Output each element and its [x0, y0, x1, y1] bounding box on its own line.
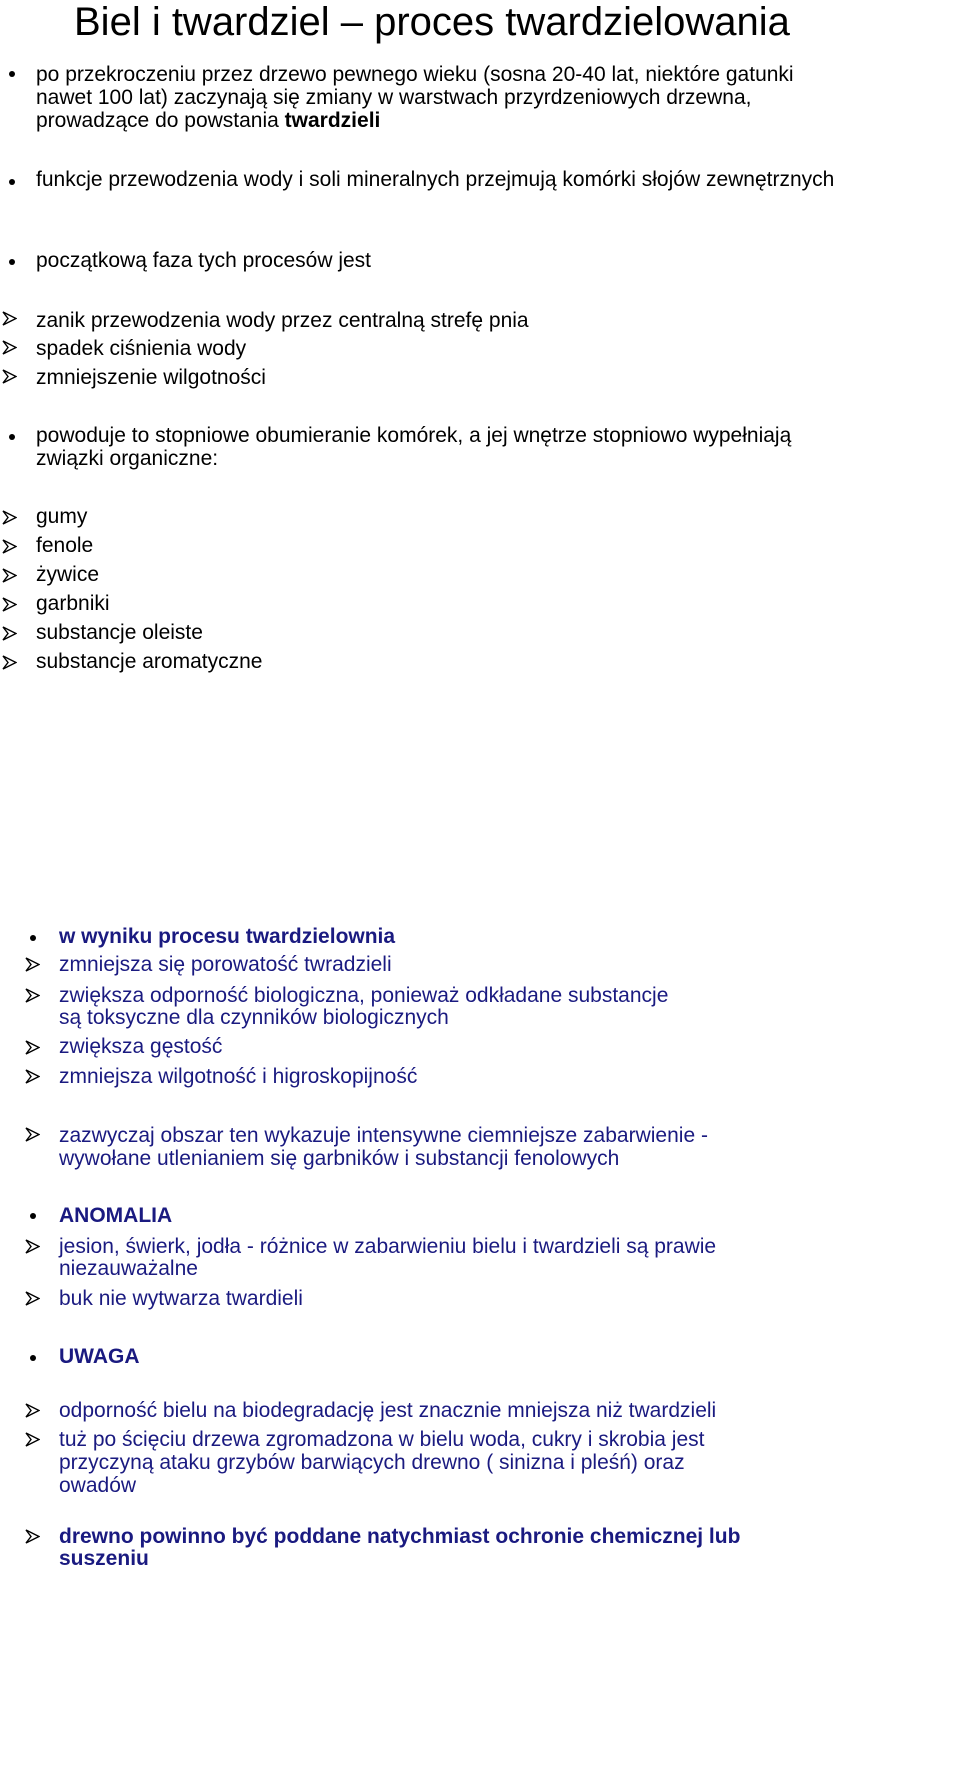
list-item-anomaly: buk nie wytwarza twardieli	[59, 1287, 303, 1310]
list-item-note-line3: owadów	[59, 1474, 137, 1497]
list-item-conduction-loss: zanik przewodzenia wody przez centralną strefę pnia	[36, 309, 529, 332]
paragraph-text: po przekroczeniu przez drzewo pewnego wieku (sosna 20-40 lat, niektóre gatunki nawet 100 lat) zaczynają się zmiany w warstwach przyrdzeniowych drzewna, prowadzące do powstania	[36, 63, 794, 132]
section-heading-uwaga: UWAGA	[59, 1345, 140, 1368]
arrowhead-bullet-icon	[25, 957, 40, 972]
paragraph-initial-phase: początkową faza tych procesów jest	[36, 249, 371, 272]
arrowhead-bullet-icon	[2, 539, 17, 554]
list-item-effect: zwiększa gęstość	[59, 1035, 223, 1058]
dot-bullet-icon	[9, 259, 15, 265]
section-heading-anomalia: ANOMALIA	[59, 1204, 173, 1227]
paragraph-heartwood-onset	[36, 63, 851, 132]
list-item-effect-line2: wywołane utlenianiem się garbników i substancji fenolowych	[59, 1147, 620, 1170]
list-item-anomaly-line1: jesion, świerk, jodła - różnice w zabarwieniu bielu i twardzieli są prawie	[59, 1235, 717, 1258]
arrowhead-bullet-icon	[25, 988, 40, 1003]
arrowhead-bullet-icon	[2, 369, 17, 384]
list-item-note-bold-line2: suszeniu	[59, 1547, 149, 1570]
list-item-compound: żywice	[36, 563, 100, 586]
arrowhead-bullet-icon	[25, 1291, 40, 1306]
list-item-effect-line1: zwiększa odporność biologiczna, ponieważ odkładane substancje	[59, 984, 669, 1007]
dot-bullet-icon	[30, 1355, 36, 1361]
list-item-anomaly-line2: niezauważalne	[59, 1257, 198, 1280]
arrowhead-bullet-icon	[2, 311, 17, 326]
list-item-compound: gumy	[36, 505, 88, 528]
arrowhead-bullet-icon	[2, 568, 17, 583]
paragraph-water-conduction: funkcje przewodzenia wody i soli mineralnych przejmują komórki słojów zewnętrznych	[36, 168, 835, 191]
list-item-effect: zmniejsza wilgotność i higroskopijność	[59, 1065, 418, 1088]
heartwood-term: twardzieli	[284, 109, 381, 132]
list-item-effect: zmniejsza się porowatość twradzieli	[59, 953, 392, 976]
list-item-compound: substancje aromatyczne	[36, 650, 263, 673]
arrowhead-bullet-icon	[25, 1239, 40, 1254]
dot-bullet-icon	[9, 434, 15, 440]
list-item-note: odporność bielu na biodegradację jest znacznie mniejsza niż twardzieli	[59, 1399, 717, 1422]
page-title: Biel i twardziel – proces twardzielowania	[74, 0, 790, 44]
arrowhead-bullet-icon	[25, 1403, 40, 1418]
section-heading-effects: w wyniku procesu twardzielownia	[59, 925, 396, 948]
list-item-moisture-decrease: zmniejszenie wilgotności	[36, 366, 266, 389]
arrowhead-bullet-icon	[2, 626, 17, 641]
dot-bullet-icon	[9, 71, 15, 77]
arrowhead-bullet-icon	[2, 510, 17, 525]
arrowhead-bullet-icon	[25, 1069, 40, 1084]
list-item-compound: substancje oleiste	[36, 621, 203, 644]
paragraph-cell-death: powoduje to stopniowe obumieranie komórek, a jej wnętrze stopniowo wypełniają związki organiczne:	[36, 424, 792, 470]
list-item-note-bold-line1: drewno powinno być poddane natychmiast ochronie chemicznej lub	[59, 1525, 741, 1548]
list-item-note-line2: przyczyną ataku grzybów barwiących drewno ( sinizna i pleśń) oraz	[59, 1451, 685, 1474]
list-item-effect-line2: są toksyczne dla czynników biologicznych	[59, 1006, 449, 1029]
arrowhead-bullet-icon	[25, 1529, 40, 1544]
arrowhead-bullet-icon	[25, 1432, 40, 1447]
arrowhead-bullet-icon	[2, 597, 17, 612]
arrowhead-bullet-icon	[2, 655, 17, 670]
list-item-compound: garbniki	[36, 592, 110, 615]
list-item-pressure-drop: spadek ciśnienia wody	[36, 337, 247, 360]
arrowhead-bullet-icon	[2, 340, 17, 355]
arrowhead-bullet-icon	[25, 1127, 40, 1142]
list-item-note-line1: tuż po ścięciu drzewa zgromadzona w bielu woda, cukry i skrobia jest	[59, 1428, 705, 1451]
list-item-effect-line1: zazwyczaj obszar ten wykazuje intensywne ciemniejsze zabarwienie -	[59, 1124, 708, 1147]
arrowhead-bullet-icon	[25, 1040, 40, 1055]
dot-bullet-icon	[30, 1213, 36, 1219]
dot-bullet-icon	[30, 935, 36, 941]
dot-bullet-icon	[9, 179, 15, 185]
list-item-compound: fenole	[36, 534, 94, 557]
